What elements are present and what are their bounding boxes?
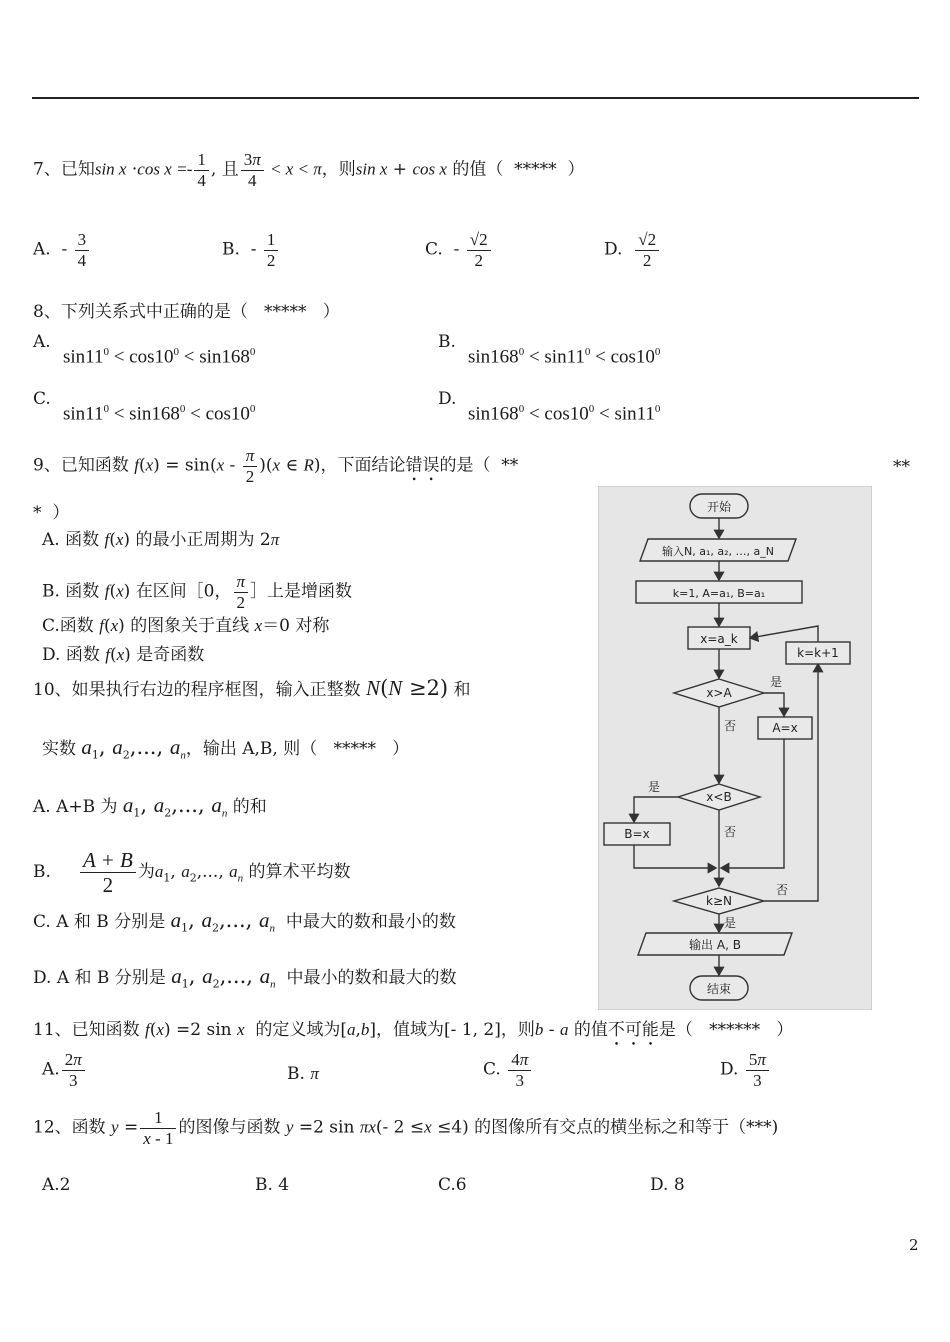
q9-option-c: C.函数 f(x) 的图象关于直线 x＝0 对称 bbox=[42, 616, 330, 636]
program-flowchart bbox=[598, 486, 872, 1010]
question-9-stem: 9、已知函数 f(x) = sin(x - $\frac{\pi}{2}$ )(x ∈ R)，下面结论错误的是（ ** bbox=[33, 446, 519, 486]
flow-output: 输出 A, B bbox=[689, 938, 741, 952]
q10-option-a: A. A+B 为 $a_1$, $a_2$,..., $a_n$ 的和 bbox=[33, 793, 267, 820]
q12-option-d: D. 8 bbox=[650, 1175, 685, 1195]
q7-option-b: B. - $\frac{1}{2}$ bbox=[222, 230, 280, 270]
flow-increment: k=k+1 bbox=[797, 646, 839, 660]
flow-yes-2: 是 bbox=[648, 780, 661, 794]
q7-option-d: D. $\frac{√2}{2}$ bbox=[604, 230, 661, 270]
q8-option-b: $\sin 168^0 < \sin 11^0 < \cos 10^0$ bbox=[468, 346, 661, 368]
q8-option-b-label: B. bbox=[438, 332, 456, 352]
flow-no-2: 否 bbox=[724, 825, 737, 839]
q12-option-a: A.2 bbox=[42, 1175, 71, 1195]
q9-option-b: B. 函数 f(x) 在区间［0， $\frac{\pi}{2}$ ］上是增函数 bbox=[42, 572, 353, 612]
q10-option-b: B. $\frac{A + B}{2}$ 为$a_1$, $a_2$,..., $a_n$ 的算术平均数 bbox=[33, 848, 351, 898]
flow-no-1: 否 bbox=[724, 719, 737, 733]
q8-option-d: $\sin 168^0 < \cos 10^0 < \sin 11^0$ bbox=[468, 403, 661, 425]
flow-set-a: A=x bbox=[772, 721, 798, 735]
question-10-stem: 10、如果执行右边的程序框图，输入正整数 N(N ≥2) 和 bbox=[33, 676, 471, 700]
q8-option-a: $\sin 11^0 < \cos 10^0 < \sin 168^0$ bbox=[63, 346, 256, 368]
q8-option-a-label: A. bbox=[33, 332, 51, 352]
flow-no-3: 否 bbox=[776, 883, 789, 897]
question-12-stem: 12、函数 y = $\frac{1}{x - 1}$ 的图像与函数 y =2 sin πx(- 2 ≤x ≤4) 的图像所有交点的横坐标之和等于（***) bbox=[33, 1108, 779, 1148]
q7-option-c: C. - $\frac{√2}{2}$ bbox=[425, 230, 493, 270]
question-10-line2: 实数 $a_1$, $a_2$,..., $a_n$，输出 A,B, 则（ ***** ） bbox=[42, 735, 410, 762]
question-11-stem: 11、已知函数 f(x) =2 sin x 的定义域为[a,b]，值域为[- 1, 2]，则b - a 的值不可能是（ ****** ） bbox=[33, 1020, 794, 1040]
q9-option-d: D. 函数 f(x) 是奇函数 bbox=[42, 645, 205, 665]
q8-option-d-label: D. bbox=[438, 389, 457, 409]
q10-option-c: C. A 和 B 分别是 $a_1$, $a_2$,..., $a_n$ 中最大的数和最小的数 bbox=[33, 908, 456, 935]
question-7-stem: 7、已知sin x ·cos x =- $\frac{1}{4}$ , 且 $\frac{3\pi}{4}$ < x < π，则sin x + cos x 的值（ ***** ） bbox=[33, 150, 585, 190]
flow-yes-3: 是 bbox=[724, 916, 737, 930]
page-number: 2 bbox=[909, 1236, 919, 1254]
q9-option-a: A. 函数 f(x) 的最小正周期为 2π bbox=[42, 530, 280, 550]
flow-init: k=1, A=a₁, B=a₁ bbox=[672, 587, 766, 600]
flow-end: 结束 bbox=[706, 982, 732, 996]
q12-option-b: B. 4 bbox=[255, 1175, 290, 1195]
q9-stars-wrap: * ） bbox=[33, 503, 70, 523]
q7-option-a: A. - $\frac{3}{4}$ bbox=[33, 230, 91, 270]
flow-yes-1: 是 bbox=[770, 675, 783, 689]
q10-option-d: D. A 和 B 分别是 $a_1$, $a_2$,..., $a_n$ 中最小的数和最大的数 bbox=[33, 964, 457, 991]
q11-option-a: A. $\frac{2\pi}{3}$ bbox=[42, 1050, 87, 1090]
q11-option-c: C. $\frac{4\pi}{3}$ bbox=[483, 1050, 533, 1090]
q11-option-b: B. π bbox=[287, 1064, 319, 1084]
q11-option-d: D. $\frac{5\pi}{3}$ bbox=[720, 1050, 771, 1090]
header-rule bbox=[32, 97, 919, 99]
flow-cond-1: x>A bbox=[706, 686, 732, 700]
flow-cond-3: k≥N bbox=[706, 894, 732, 908]
flow-set-b: B=x bbox=[624, 827, 650, 841]
q9-stars-right: ** bbox=[893, 457, 910, 477]
question-8-stem: 8、下列关系式中正确的是（ ***** ） bbox=[33, 302, 340, 322]
q8-option-c-label: C. bbox=[33, 389, 51, 409]
flow-assign: x=a_k bbox=[700, 632, 738, 646]
flow-start: 开始 bbox=[706, 500, 732, 514]
flow-input: 输入N, a₁, a₂, …, a_N bbox=[662, 545, 774, 558]
q8-option-c: $\sin 11^0 < \sin 168^0 < \cos 10^0$ bbox=[63, 403, 256, 425]
flow-cond-2: x<B bbox=[706, 790, 732, 804]
q12-option-c: C.6 bbox=[438, 1175, 467, 1195]
